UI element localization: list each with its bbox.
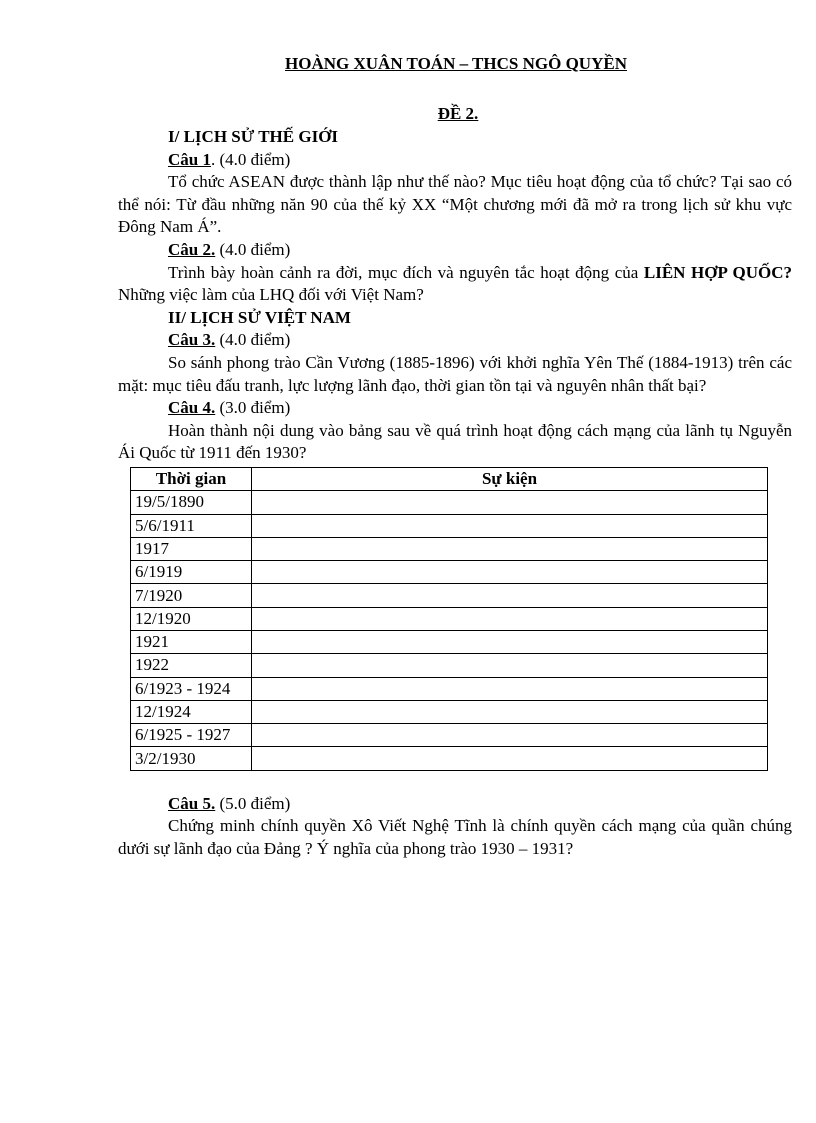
table-row bbox=[131, 700, 768, 723]
question-2-heading bbox=[118, 239, 792, 262]
section-world-history: I/ LỊCH SỬ THẾ GIỚI bbox=[168, 127, 339, 146]
question-5-text: Chứng minh chính quyền Xô Viết Nghệ Tĩnh là chính quyền cách mạng của quần chúng dưới sự lãnh đạo của Đảng ? Ý nghĩa của phong trào 1930 – 1931? bbox=[118, 816, 792, 858]
table-row bbox=[131, 584, 768, 607]
table-row bbox=[131, 537, 768, 560]
question-5-heading bbox=[118, 793, 792, 816]
question-2-text-after: Những việc làm của LHQ đối với Việt Nam? bbox=[118, 285, 424, 305]
exam-title-text: ĐỀ 2. bbox=[437, 104, 479, 123]
spacer bbox=[118, 771, 792, 793]
exam-content bbox=[118, 126, 792, 861]
table-row bbox=[131, 607, 768, 630]
question-3-heading bbox=[118, 329, 792, 352]
event-cell[interactable] bbox=[252, 747, 768, 770]
question-4-text: Hoàn thành nội dung vào bảng sau về quá trình hoạt động cách mạng của lãnh tụ Nguyễn Ái Quốc từ 1911 đến 1930? bbox=[118, 420, 792, 463]
header-text: HOÀNG XUÂN TOÁN – THCS NGÔ QUYỀN bbox=[285, 54, 627, 73]
table-row bbox=[131, 677, 768, 700]
event-cell[interactable] bbox=[252, 491, 768, 514]
event-cell[interactable] bbox=[252, 654, 768, 677]
timeline-table bbox=[130, 467, 768, 771]
question-4-label: Câu 4. bbox=[168, 398, 216, 418]
table-row bbox=[131, 561, 768, 584]
question-2-text-before: Trình bày hoàn cảnh ra đời, mục đích và nguyên tắc hoạt động của bbox=[168, 262, 644, 282]
question-2-text bbox=[118, 262, 792, 307]
table-row bbox=[131, 491, 768, 514]
event-cell[interactable] bbox=[252, 700, 768, 723]
time-cell: 6/1923 - 1924 bbox=[131, 677, 252, 700]
question-4-points: (3.0 điểm) bbox=[215, 398, 291, 418]
question-2-points: (4.0 điểm) bbox=[215, 239, 291, 259]
question-2-label: Câu 2. bbox=[168, 239, 216, 259]
time-cell: 1922 bbox=[131, 654, 252, 677]
question-1-heading bbox=[118, 149, 792, 172]
question-2-text-bold: LIÊN HỢP QUỐC? bbox=[643, 262, 793, 282]
section-vietnam-history: II/ LỊCH SỬ VIỆT NAM bbox=[168, 307, 351, 327]
time-cell: 5/6/1911 bbox=[131, 514, 252, 537]
exam-title bbox=[0, 104, 816, 124]
time-cell: 7/1920 bbox=[131, 584, 252, 607]
question-3-points: (4.0 điểm) bbox=[215, 330, 291, 350]
time-cell: 12/1924 bbox=[131, 700, 252, 723]
table-header-row bbox=[131, 467, 768, 490]
header-time: Thời gian bbox=[131, 467, 252, 490]
event-cell[interactable] bbox=[252, 724, 768, 747]
time-cell: 3/2/1930 bbox=[131, 747, 252, 770]
header-event: Sự kiện bbox=[252, 467, 768, 490]
question-4-heading bbox=[118, 397, 792, 420]
event-cell[interactable] bbox=[252, 514, 768, 537]
question-5-label: Câu 5. bbox=[168, 793, 216, 813]
table-row bbox=[131, 747, 768, 770]
table-row bbox=[131, 514, 768, 537]
time-cell: 1917 bbox=[131, 537, 252, 560]
table-row bbox=[131, 724, 768, 747]
event-cell[interactable] bbox=[252, 584, 768, 607]
question-3-text: So sánh phong trào Cần Vương (1885-1896) với khởi nghĩa Yên Thế (1884-1913) trên các mặt: mục tiêu đấu tranh, lực lượng lãnh đạo, thời gian tồn tại và nguyên nhân thất bại? bbox=[118, 352, 792, 395]
time-cell: 6/1919 bbox=[131, 561, 252, 584]
question-1-text: Tổ chức ASEAN được thành lập như thế nào? Mục tiêu hoạt động của tổ chức? Tại sao có thể nói: Từ đầu những năn 90 của thế kỷ XX “Một chương mới đã mở ra trong lịch sử khu vực Đông Nam Á”. bbox=[118, 172, 792, 237]
event-cell[interactable] bbox=[252, 537, 768, 560]
time-cell: 19/5/1890 bbox=[131, 491, 252, 514]
question-1-points: . (4.0 điểm) bbox=[210, 149, 291, 169]
time-cell: 6/1925 - 1927 bbox=[131, 724, 252, 747]
event-cell[interactable] bbox=[252, 561, 768, 584]
event-cell[interactable] bbox=[252, 677, 768, 700]
table-row bbox=[131, 654, 768, 677]
question-3-label: Câu 3. bbox=[168, 330, 216, 350]
time-cell: 1921 bbox=[131, 630, 252, 653]
document-header bbox=[0, 54, 816, 74]
event-cell[interactable] bbox=[252, 630, 768, 653]
table-row bbox=[131, 630, 768, 653]
event-cell[interactable] bbox=[252, 607, 768, 630]
question-5-points: (5.0 điểm) bbox=[215, 793, 291, 813]
question-1-label: Câu 1 bbox=[168, 149, 211, 169]
time-cell: 12/1920 bbox=[131, 607, 252, 630]
